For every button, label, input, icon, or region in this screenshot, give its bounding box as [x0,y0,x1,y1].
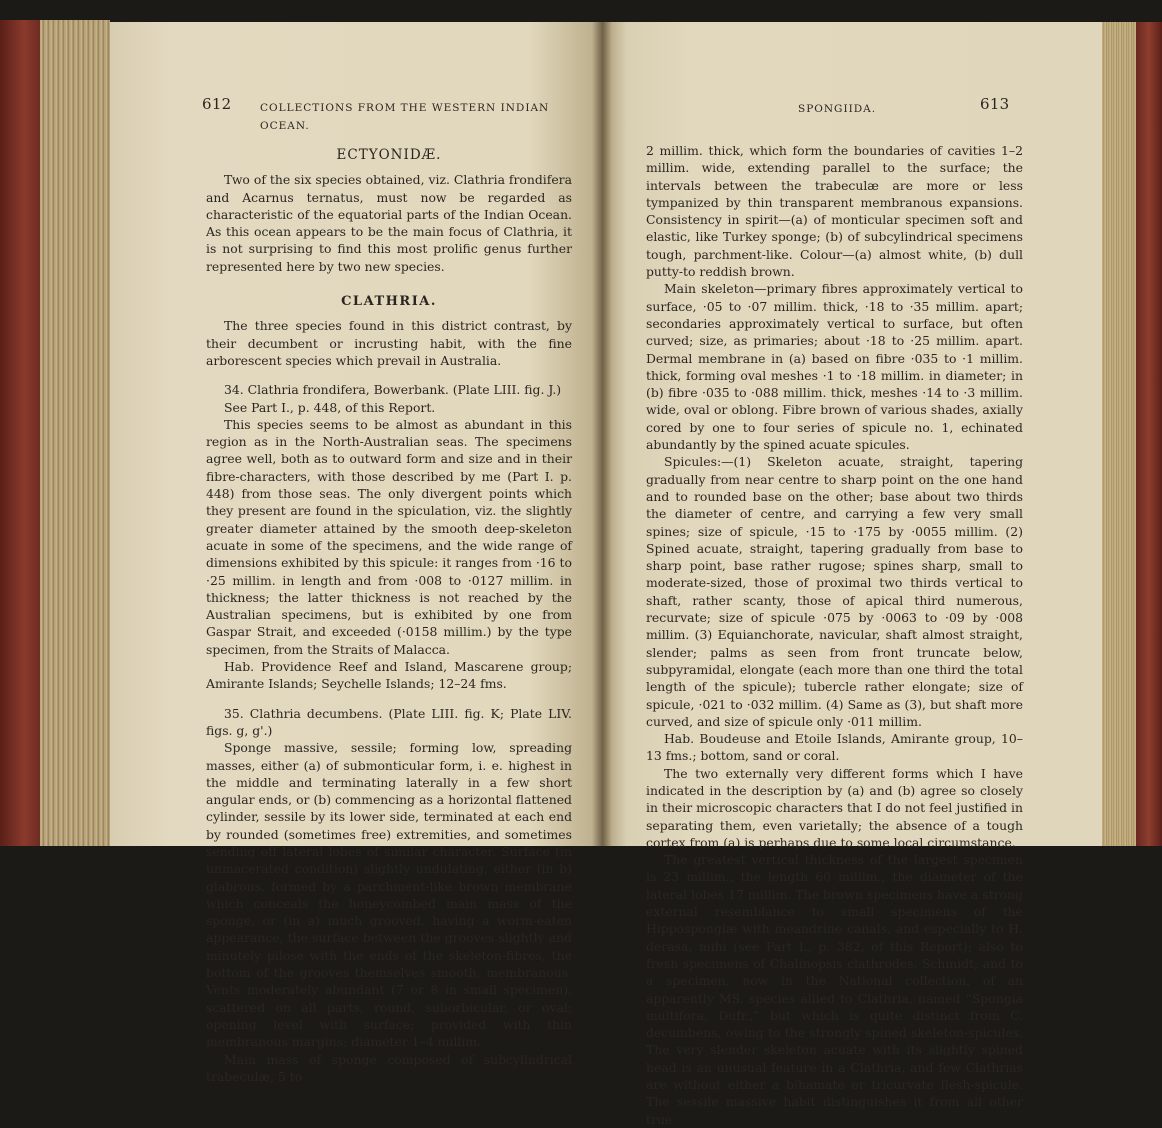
genus-heading: CLATHRIA. [341,294,437,310]
left-running-head: COLLECTIONS FROM THE WESTERN INDIAN OCEAN. [260,102,550,133]
description-continued: 2 millim. thick, which form the boundaries of cavities 1–2 millim. wide, extending parallel to the surface; the intervals between the trabeculæ are more or less tympanized by thin transparent membranous expansions. Consistency in spirit—(a) of monticular specimen soft and elastic, like Turkey sponge; (b) of subcylindrical specimens tough, parchment-like. Colour—(a) almost white, (b) dull putty-to reddish brown. [646,143,1023,280]
right-running-head: SPONGIIDA. [798,103,877,115]
right-page-body [646,142,1023,1128]
habitat-paragraph: Hab. Boudeuse and Etoile Islands, Amirante group, 10–13 fms.; bottom, sand or coral. [646,731,1023,764]
left-page-body [206,147,572,1085]
species-35-continued: Main mass of sponge composed of subcylindrical trabeculæ, 5 to [206,1051,572,1084]
forms-paragraph: The two externally very different forms which I have indicated in the description by (a) and (b) agree so closely in their microscopic characters that I do not feel justified in separating them, even varietally; the absence of a tough cortex from (a) is perhaps due to some local circumstance. [646,765,1023,850]
left-cover-edge [0,20,40,846]
book-gutter [592,22,612,846]
species-35-heading: 35. Clathria decumbens. (Plate LIII. fig. K; Plate LIV. figs. g, g'.) [206,705,572,738]
spicules-paragraph: Spicules:—(1) Skeleton acuate, straight, tapering gradually from near centre to sharp point on the one hand and to rounded base on the other; base about two thirds the diameter of centre, and carrying a few very small spines; size of spicule, ·15 to ·175 by ·0055 millim. (2) Spined acuate, straight, tapering gradually from base to sharp point, base rather rugose; spines sharp, small to moderate-sized, those of proximal two thirds vertical to shaft, rather scanty, those of apical third numerous, recurvate; size of spicule ·075 by ·0063 to ·09 by ·008 millim. (3) Equianchorate, navicular, shaft almost straight, slender; palms as seen from front truncate below, subpyramidal, elongate (each more than one third the total length of the spicule); tubercle rather elongate; size of spicule, ·021 to ·032 millim. (4) Same as (3), but shaft more curved, and size of spicule only ·011 millim. [646,454,1023,729]
left-page-number: 612 [202,95,232,113]
species-34-description: This species seems to be almost as abundant in this region as in the North-Australian seas. The specimens agree well, both as to outward form and size and in their fibre-characters, with those described by me (Part I. p. 448) from those seas. The only divergent points which they present are found in the spiculation, viz. the slightly greater diameter attained by the smooth deep-skeleton acuate in some of the specimens, and the wide range of dimensions exhibited by this spicule: it ranges from ·16 to ·25 millim. in length and from ·008 to ·0127 millim. in thickness; the latter thickness is not reached by the Australian specimens, but is exhibited by one from Gaspar Strait, and exceeded (·0158 millim.) by the type specimen, from the Straits of Malacca. [206,416,572,657]
species-34-heading: 34. Clathria frondifera, Bowerbank. (Plate LIII. fig. J.) [224,382,562,398]
intro-paragraph: Two of the six species obtained, viz. Clathria frondifera and Acarnus ternatus, must now be regarded as characteristic of the equatorial parts of the Indian Ocean. As this ocean appears to be the main focus of Clathria, it is not surprising to find this most prolific genus further represented here by two new species. [206,172,572,274]
species-34-habitat: Hab. Providence Reef and Island, Mascarene group; Amirante Islands; Seychelle Islands; 12–24 fms. [206,659,572,692]
species-34-reference: See Part I., p. 448, of this Report. [224,399,436,415]
species-35-description: Sponge massive, sessile; forming low, spreading masses, either (a) of submonticular form, i. e. highest in the middle and terminating laterally in a few short angular ends, or (b) commencing as a horizontal flattened cylinder, sessile by its lower side, terminated at each end by rounded (sometimes free) extremities, and sometimes sending off lateral lobes of similar character. Surface (in unmacerated condition) slightly undulating, either (in b) glabrous, formed by a parchment-like brown membrane which conceals the honeycombed main mass of the sponge, or (in a) much grooved, having a worm-eaten appearance, the surface between the grooves slightly and minutely pilose with the ends of the skeleton-fibres, the bottom of the grooves themselves smooth, membranous. Vents moderately abundant (7 or 8 in small specimen), scattered on all parts, round, suborbicular, or oval; opening level with surface; provided with thin membranous margins; diameter 1–4 millim. [206,740,572,1050]
right-page-number: 613 [980,95,1010,113]
genus-paragraph: The three species found in this district contrast, by their decumbent or incrusting habit, with the fine arborescent species which prevail in Australia. [206,318,572,368]
right-cover-edge [1136,22,1162,846]
right-page-stack [1102,22,1162,846]
skeleton-paragraph: Main skeleton—primary fibres approximately vertical to surface, ·05 to ·07 millim. thick, ·18 to ·35 millim. apart; secondaries approximately vertical to surface, but often curved; size, as primaries; about ·18 to ·25 millim. apart. Dermal membrane in (a) based on fibre ·035 to ·1 millim. thick, forming oval meshes ·1 to ·18 millim. in diameter; in (b) fibre ·035 to ·088 millim. thick, meshes ·14 to ·3 millim. wide, oval or oblong. Fibre brown of various shades, axially cored by one to four series of spicule no. 1, echinated abundantly by the spined acuate spicules. [646,281,1023,453]
comparison-paragraph: The greatest vertical thickness of the largest specimen is 23 millim., the length 60 millim., the diameter of the lateral lobes 17 millim. The brown specimens have a strong external resemblance to small specimens of the Hippospongiæ with meandrine canals, and especially to H. derasa, mihi (see Part I., p. 382, of this Report); also to fresh specimens of Chalinopsis clathrodes, Schmidt; and to a specimen, now in the National collection, of an apparently MS. species allied to Clathria, named “Spongia multifora, Dufr.,” but which is quite distinct from C. decumbens, owing to the strongly spined skeleton-spicules. The very slender skeleton acuate with its slightly spined head is an unusual feature in a Clathria, and few Clathrias are without either a bihamate or tricurvate flesh-spicule. The sessile massive habit distinguishes it from all other true [646,852,1023,1127]
left-page [110,22,602,1084]
right-page [602,22,1102,1127]
family-heading: ECTYONIDÆ. [336,147,442,163]
left-page-stack [0,20,110,846]
